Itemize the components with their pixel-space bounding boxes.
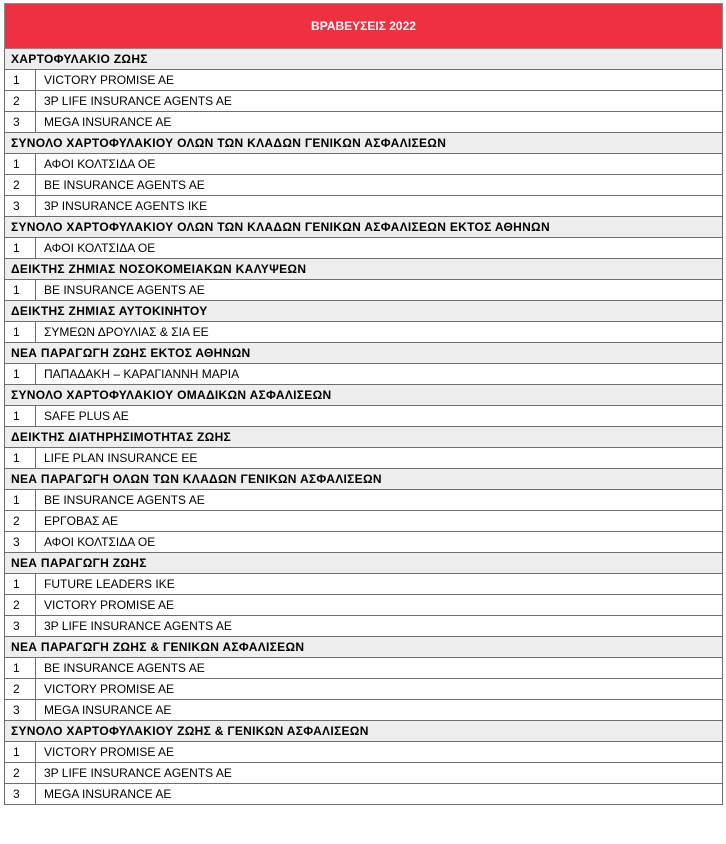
- table-row: [5, 280, 723, 301]
- category-name: ΔΕΙΚΤΗΣ ΔΙΑΤΗΡΗΣΙΜΟΤΗΤΑΣ ΖΩΗΣ: [5, 427, 723, 448]
- table-row: [5, 658, 723, 679]
- rank-cell: 1: [5, 658, 36, 679]
- category-name: ΣΥΝΟΛΟ ΧΑΡΤΟΦΥΛΑΚΙΟΥ ΟΜΑΔΙΚΩΝ ΑΣΦΑΛΙΣΕΩΝ: [5, 385, 723, 406]
- rank-cell: 3: [5, 196, 36, 217]
- category-row: [5, 133, 723, 154]
- rank-cell: 2: [5, 91, 36, 112]
- table-row: [5, 679, 723, 700]
- table-row: [5, 406, 723, 427]
- table-row: [5, 574, 723, 595]
- table-row: [5, 511, 723, 532]
- table-row: [5, 763, 723, 784]
- rank-cell: 2: [5, 595, 36, 616]
- company-cell: BE INSURANCE AGENTS AE: [36, 658, 723, 679]
- company-cell: BE INSURANCE AGENTS AE: [36, 280, 723, 301]
- category-row: [5, 301, 723, 322]
- rank-cell: 1: [5, 280, 36, 301]
- category-name: ΝΕΑ ΠΑΡΑΓΩΓΗ ΖΩΗΣ: [5, 553, 723, 574]
- category-row: [5, 553, 723, 574]
- title-row: [5, 4, 723, 49]
- company-cell: ΕΡΓΟΒΑΣ ΑΕ: [36, 511, 723, 532]
- table-row: [5, 154, 723, 175]
- company-cell: 3P INSURANCE AGENTS IKE: [36, 196, 723, 217]
- category-name: ΣΥΝΟΛΟ ΧΑΡΤΟΦΥΛΑΚΙΟΥ ΟΛΩΝ ΤΩΝ ΚΛΑΔΩΝ ΓΕΝΙΚΩΝ ΑΣΦΑΛΙΣΕΩΝ ΕΚΤΟΣ ΑΘΗΝΩΝ: [5, 217, 723, 238]
- rank-cell: 3: [5, 532, 36, 553]
- category-name: ΔΕΙΚΤΗΣ ΖΗΜΙΑΣ ΝΟΣΟΚΟΜΕΙΑΚΩΝ ΚΑΛΥΨΕΩΝ: [5, 259, 723, 280]
- rank-cell: 3: [5, 700, 36, 721]
- company-cell: ΑΦΟΙ ΚΟΛΤΣΙΔΑ ΟΕ: [36, 154, 723, 175]
- company-cell: 3P LIFE INSURANCE AGENTS AE: [36, 763, 723, 784]
- company-cell: LIFE PLAN INSURANCE EE: [36, 448, 723, 469]
- company-cell: BE INSURANCE AGENTS AE: [36, 175, 723, 196]
- table-row: [5, 238, 723, 259]
- table-row: [5, 175, 723, 196]
- table-row: [5, 532, 723, 553]
- rank-cell: 1: [5, 70, 36, 91]
- company-cell: VICTORY PROMISE AE: [36, 595, 723, 616]
- awards-table-body: [5, 4, 723, 805]
- rank-cell: 2: [5, 763, 36, 784]
- table-row: [5, 91, 723, 112]
- category-row: [5, 385, 723, 406]
- category-name: ΝΕΑ ΠΑΡΑΓΩΓΗ ΖΩΗΣ & ΓΕΝΙΚΩΝ ΑΣΦΑΛΙΣΕΩΝ: [5, 637, 723, 658]
- rank-cell: 1: [5, 154, 36, 175]
- rank-cell: 1: [5, 448, 36, 469]
- rank-cell: 2: [5, 679, 36, 700]
- category-name: ΝΕΑ ΠΑΡΑΓΩΓΗ ΖΩΗΣ ΕΚΤΟΣ ΑΘΗΝΩΝ: [5, 343, 723, 364]
- table-row: [5, 742, 723, 763]
- company-cell: VICTORY PROMISE AE: [36, 70, 723, 91]
- company-cell: ΠΑΠΑΔΑΚΗ – ΚΑΡΑΓΙΑΝΝΗ ΜΑΡΙΑ: [36, 364, 723, 385]
- company-cell: ΑΦΟΙ ΚΟΛΤΣΙΔΑ ΟΕ: [36, 238, 723, 259]
- rank-cell: 2: [5, 511, 36, 532]
- category-name: ΔΕΙΚΤΗΣ ΖΗΜΙΑΣ ΑΥΤΟΚΙΝΗΤΟΥ: [5, 301, 723, 322]
- company-cell: BE INSURANCE AGENTS AE: [36, 490, 723, 511]
- category-row: [5, 49, 723, 70]
- rank-cell: 1: [5, 364, 36, 385]
- rank-cell: 1: [5, 574, 36, 595]
- company-cell: 3P LIFE INSURANCE AGENTS AE: [36, 616, 723, 637]
- table-row: [5, 364, 723, 385]
- company-cell: SAFE PLUS AE: [36, 406, 723, 427]
- table-row: [5, 196, 723, 217]
- table-row: [5, 322, 723, 343]
- category-name: ΧΑΡΤΟΦΥΛΑΚΙΟ ΖΩΗΣ: [5, 49, 723, 70]
- company-cell: VICTORY PROMISE AE: [36, 679, 723, 700]
- rank-cell: 3: [5, 112, 36, 133]
- rank-cell: 3: [5, 616, 36, 637]
- category-row: [5, 721, 723, 742]
- rank-cell: 1: [5, 322, 36, 343]
- rank-cell: 3: [5, 784, 36, 805]
- page-title: ΒΡΑΒΕΥΣΕΙΣ 2022: [5, 4, 723, 49]
- company-cell: MEGA INSURANCE AE: [36, 112, 723, 133]
- category-name: ΣΥΝΟΛΟ ΧΑΡΤΟΦΥΛΑΚΙΟΥ ΖΩΗΣ & ΓΕΝΙΚΩΝ ΑΣΦΑΛΙΣΕΩΝ: [5, 721, 723, 742]
- category-name: ΣΥΝΟΛΟ ΧΑΡΤΟΦΥΛΑΚΙΟΥ ΟΛΩΝ ΤΩΝ ΚΛΑΔΩΝ ΓΕΝΙΚΩΝ ΑΣΦΑΛΙΣΕΩΝ: [5, 133, 723, 154]
- company-cell: ΣΥΜΕΩΝ ΔΡΟΥΛΙΑΣ & ΣΙΑ ΕΕ: [36, 322, 723, 343]
- company-cell: 3P LIFE INSURANCE AGENTS AE: [36, 91, 723, 112]
- category-row: [5, 217, 723, 238]
- category-row: [5, 427, 723, 448]
- rank-cell: 1: [5, 490, 36, 511]
- table-row: [5, 595, 723, 616]
- table-row: [5, 448, 723, 469]
- category-row: [5, 637, 723, 658]
- category-row: [5, 469, 723, 490]
- company-cell: ΑΦΟΙ ΚΟΛΤΣΙΔΑ ΟΕ: [36, 532, 723, 553]
- company-cell: FUTURE LEADERS IKE: [36, 574, 723, 595]
- table-row: [5, 112, 723, 133]
- company-cell: VICTORY PROMISE AE: [36, 742, 723, 763]
- table-row: [5, 490, 723, 511]
- category-name: ΝΕΑ ΠΑΡΑΓΩΓΗ ΟΛΩΝ ΤΩΝ ΚΛΑΔΩΝ ΓΕΝΙΚΩΝ ΑΣΦΑΛΙΣΕΩΝ: [5, 469, 723, 490]
- rank-cell: 1: [5, 238, 36, 259]
- rank-cell: 1: [5, 406, 36, 427]
- table-row: [5, 784, 723, 805]
- company-cell: MEGA INSURANCE AE: [36, 700, 723, 721]
- table-row: [5, 616, 723, 637]
- category-row: [5, 259, 723, 280]
- table-row: [5, 70, 723, 91]
- awards-table: [4, 3, 723, 805]
- company-cell: MEGA INSURANCE AE: [36, 784, 723, 805]
- rank-cell: 1: [5, 742, 36, 763]
- rank-cell: 2: [5, 175, 36, 196]
- table-row: [5, 700, 723, 721]
- category-row: [5, 343, 723, 364]
